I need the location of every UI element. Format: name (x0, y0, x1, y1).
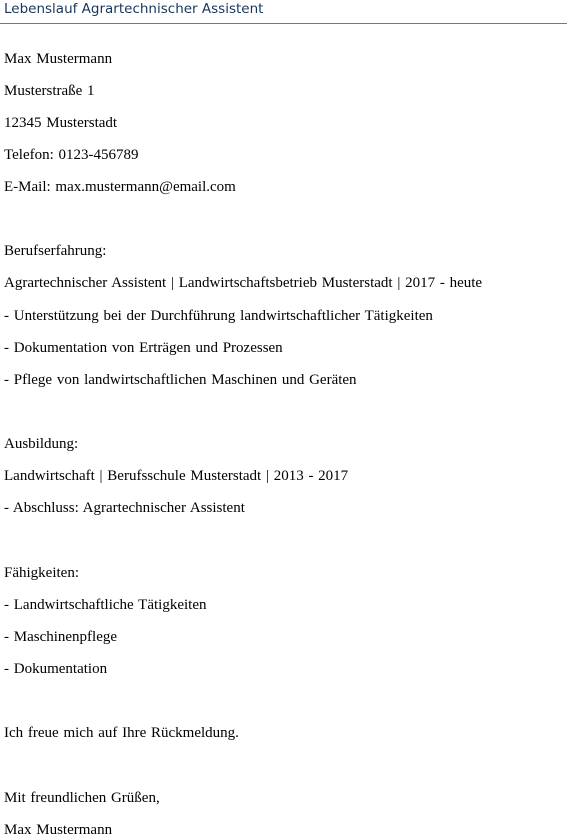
skills-item: - Dokumentation (4, 661, 108, 677)
document-header (0, 0, 567, 24)
experience-position: Agrartechnischer Assistent | Landwirtschaftsbetrieb Musterstadt | 2017 - heute (4, 275, 483, 291)
skills-heading: Fähigkeiten: (4, 565, 79, 581)
contact-phone: Telefon: 0123-456789 (4, 147, 139, 163)
experience-item: - Pflege von landwirtschaftlichen Maschinen und Geräten (4, 372, 357, 388)
education-item: - Abschluss: Agrartechnischer Assistent (4, 500, 245, 516)
experience-item: - Dokumentation von Erträgen und Prozessen (4, 340, 283, 356)
contact-street: Musterstraße 1 (4, 83, 95, 99)
education-heading: Ausbildung: (4, 436, 79, 452)
contact-city: 12345 Musterstadt (4, 115, 118, 131)
header-title: Lebenslauf Agrartechnischer Assistent (4, 1, 264, 17)
closing-greeting: Mit freundlichen Grüßen, (4, 790, 160, 806)
experience-item: - Unterstützung bei der Durchführung landwirtschaftlicher Tätigkeiten (4, 308, 433, 324)
closing-signature: Max Mustermann (4, 822, 113, 838)
skills-item: - Maschinenpflege (4, 629, 118, 645)
experience-heading: Berufserfahrung: (4, 243, 107, 259)
contact-email: E-Mail: max.mustermann@email.com (4, 179, 236, 195)
skills-item: - Landwirtschaftliche Tätigkeiten (4, 597, 207, 613)
closing-message: Ich freue mich auf Ihre Rückmeldung. (4, 725, 239, 741)
education-entry: Landwirtschaft | Berufsschule Musterstadt | 2013 - 2017 (4, 468, 349, 484)
contact-name: Max Mustermann (4, 51, 113, 67)
